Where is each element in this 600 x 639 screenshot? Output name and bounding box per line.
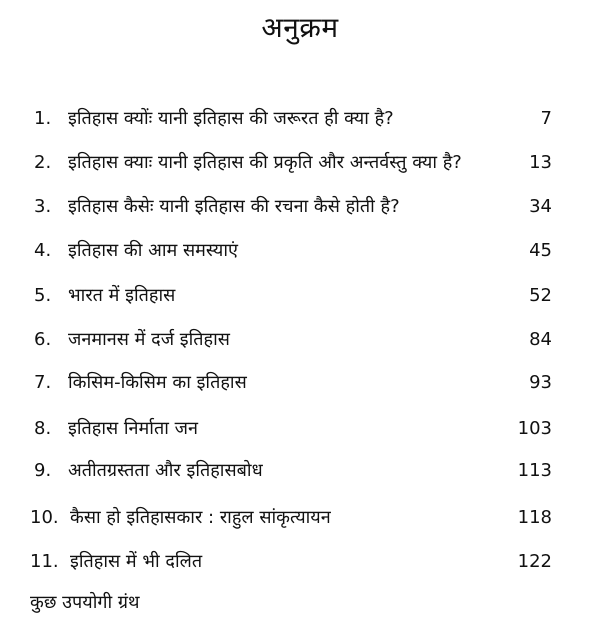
toc-entry-title: इतिहास में भी दलित [70, 551, 203, 572]
toc-entry-page: 52 [529, 285, 552, 306]
toc-entry [0, 283, 600, 309]
toc-entry-number: 2. [34, 152, 52, 173]
toc-entry-page: 118 [517, 507, 552, 528]
toc-entry [0, 106, 600, 132]
toc-entry-page: 113 [517, 460, 552, 481]
toc-entry-title: अतीतग्रस्तता और इतिहासबोध [68, 460, 263, 481]
toc-entry-number: 3. [34, 196, 52, 217]
toc-entry [0, 238, 600, 264]
toc-entry-page: 13 [529, 152, 552, 173]
toc-entry-page: 103 [517, 418, 552, 439]
toc-entry-page: 84 [529, 329, 552, 350]
toc-entry [0, 150, 600, 176]
toc-entry [0, 327, 600, 353]
toc-entry-title: इतिहास क्योंः यानी इतिहास की जरूरत ही क्या है? [68, 108, 394, 129]
toc-entry [0, 194, 600, 220]
toc-entry-number: 8. [34, 418, 52, 439]
toc-entry-number: 7. [34, 372, 52, 393]
bibliography-entry: कुछ उपयोगी ग्रंथ [30, 592, 140, 613]
toc-entry-page: 122 [517, 551, 552, 572]
toc-entry-number: 9. [34, 460, 52, 481]
toc-entry-number: 1. [34, 108, 52, 129]
toc-entry-number: 11. [30, 551, 59, 572]
toc-entry-number: 5. [34, 285, 52, 306]
toc-entry-title: इतिहास की आम समस्याएं [68, 240, 238, 261]
toc-entry-title: इतिहास निर्माता जन [68, 418, 198, 439]
toc-entry-title: इतिहास क्याः यानी इतिहास की प्रकृति और अन्तर्वस्तु क्या है? [68, 152, 462, 173]
toc-entry-title: इतिहास कैसेः यानी इतिहास की रचना कैसे होती है? [68, 196, 400, 217]
toc-entry-number: 6. [34, 329, 52, 350]
page-title: अनुक्रम [261, 11, 339, 44]
toc-entry-title: किसिम-किसिम का इतिहास [68, 372, 247, 393]
toc-entry [0, 370, 600, 396]
toc-entry-number: 4. [34, 240, 52, 261]
toc-entry-title: जनमानस में दर्ज इतिहास [68, 329, 230, 350]
toc-entry-page: 34 [529, 196, 552, 217]
toc-entry-page: 7 [540, 108, 552, 129]
toc-entry-title: कैसा हो इतिहासकार : राहुल सांकृत्यायन [70, 507, 331, 528]
toc-entry-page: 93 [529, 372, 552, 393]
toc-entry [0, 505, 600, 531]
toc-entry [0, 416, 600, 442]
toc-entry [0, 458, 600, 484]
toc-entry-page: 45 [529, 240, 552, 261]
toc-entry [0, 549, 600, 575]
toc-entry-title: भारत में इतिहास [68, 285, 176, 306]
toc-entry-number: 10. [30, 507, 59, 528]
